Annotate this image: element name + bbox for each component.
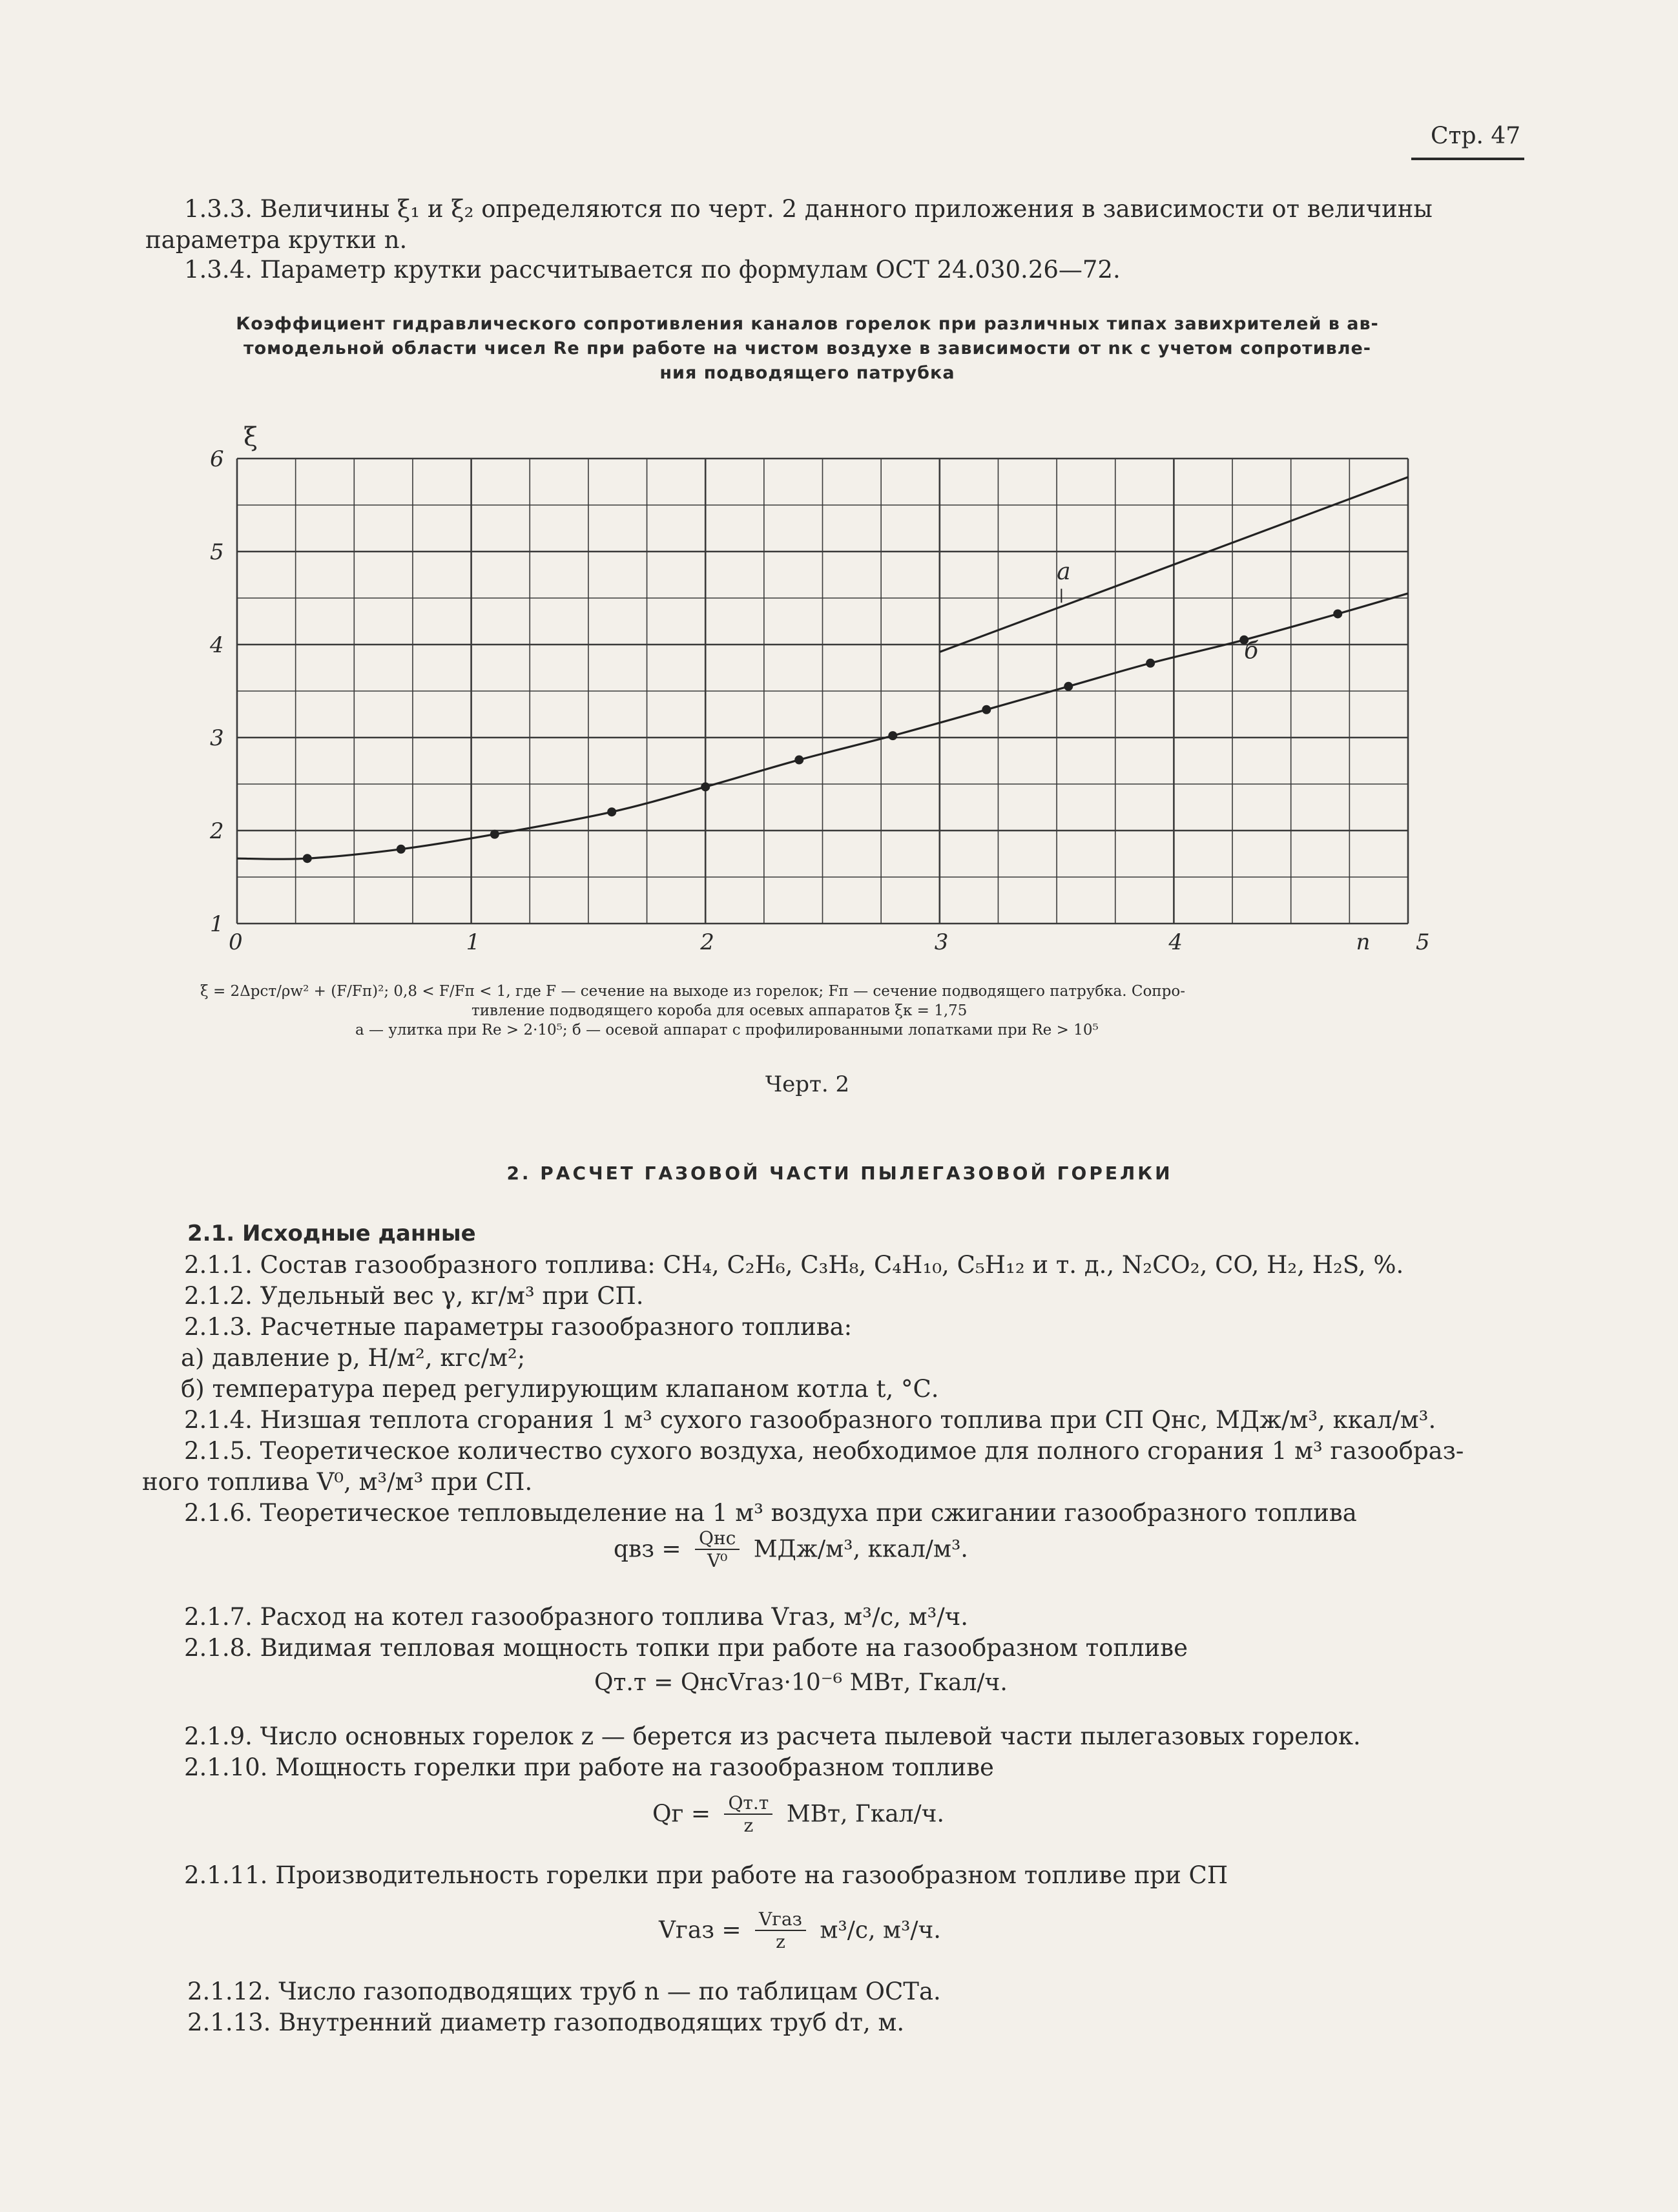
line-2-1-8: 2.1.8. Видимая тепловая мощность топки при работе на газообразном топливе (184, 1634, 1188, 1662)
line-2-1-7: 2.1.7. Расход на котел газообразного топлива Vгаз, м³/с, м³/ч. (184, 1603, 968, 1631)
line-2-1-3a: а) давление p, Н/м², кгс/м²; (181, 1344, 526, 1372)
x-tick-label: 5 (1416, 929, 1430, 955)
section-lines-2 (184, 1602, 1188, 1664)
intro-line-3: 1.3.4. Параметр крутки рассчитывается по формулам ОСТ 24.030.26—72. (184, 256, 1121, 284)
line-2-1-3: 2.1.3. Расчетные параметры газообразного топлива: (184, 1313, 853, 1341)
formula-qg (652, 1792, 944, 1836)
x-tick-label: 3 (934, 929, 949, 955)
data-point (888, 731, 897, 740)
figure-caption-line-3: ния подводящего патрубка (659, 363, 955, 383)
formula-qg-lhs: Qг = (652, 1801, 710, 1828)
formula-vgaz-num: Vгаз (755, 1908, 806, 1931)
y-tick-label: 1 (210, 911, 224, 937)
series-label-b: б (1244, 637, 1259, 665)
y-tick-label: 2 (210, 818, 224, 844)
section-lines-5 (187, 1976, 941, 2038)
line-2-1-5: 2.1.5. Теоретическое количество сухого воздуха, необходимое для полного сгорания 1 м³ газообраз- (184, 1437, 1464, 1465)
figure-note-2: тивление подводящего короба для осевых аппаратов ξк = 1,75 (471, 1002, 968, 1019)
line-2-1-1: 2.1.1. Состав газообразного топлива: CH₄, C₂H₆, C₃H₈, C₄H₁₀, C₅H₁₂ и т. д., N₂CO₂, CO, H₂, H₂S, %. (184, 1251, 1404, 1279)
section-lines-3 (184, 1721, 1361, 1783)
figure-label: Черт. 2 (765, 1071, 850, 1097)
line-2-1-11: 2.1.11. Производительность горелки при работе на газообразном топливе при СП (184, 1861, 1228, 1889)
line-2-1-13: 2.1.13. Внутренний диаметр газоподводящих труб dт, м. (187, 2009, 905, 2036)
section-lines-1 (142, 1250, 1540, 1529)
formula-qvz-rhs: МДж/м³, ккал/м³. (753, 1536, 968, 1563)
line-2-1-3b: б) температура перед регулирующим клапаном котла t, °С. (181, 1375, 939, 1403)
data-point (794, 756, 803, 765)
x-tick-label: n (1356, 929, 1371, 955)
data-point (303, 854, 312, 863)
data-point (1146, 659, 1155, 668)
y-tick-label: 4 (210, 632, 224, 658)
line-2-1-10: 2.1.10. Мощность горелки при работе на газообразном топливе (184, 1753, 994, 1781)
figure-notes (200, 982, 1460, 1040)
intro-line-2: параметра крутки n. (145, 226, 408, 254)
data-point (490, 830, 499, 839)
x-tick-label: 1 (466, 929, 481, 955)
line-2-1-6: 2.1.6. Теоретическое тепловыделение на 1 м³ воздуха при сжигании газообразного топлива (184, 1499, 1357, 1527)
line-2-1-2: 2.1.2. Удельный вес γ, кг/м³ при СП. (184, 1282, 644, 1310)
data-point (701, 782, 710, 791)
section-title: 2. РАСЧЕТ ГАЗОВОЙ ЧАСТИ ПЫЛЕГАЗОВОЙ ГОРЕЛКИ (506, 1163, 1173, 1184)
formula-qtt: Qт.т = QнсVгаз·10⁻⁶ МВт, Гкал/ч. (594, 1669, 1008, 1696)
formula-qg-num: Qт.т (724, 1792, 772, 1815)
figure-caption-line-1: Коэффициент гидравлического сопротивления каналов горелок при различных типах завихрителей в ав- (236, 314, 1379, 334)
formula-qvz-num: Qнс (695, 1527, 740, 1550)
formula-qvz-den: V⁰ (707, 1550, 728, 1571)
formula-vgaz-lhs: Vгаз = (659, 1917, 741, 1944)
page-number: Стр. 47 (1431, 123, 1521, 149)
formula-qg-den: z (743, 1815, 754, 1836)
formula-vgaz-den: z (776, 1931, 785, 1952)
section-lines-4 (184, 1860, 1228, 1891)
y-tick-label: 6 (210, 446, 224, 472)
x-tick-label: 4 (1168, 929, 1183, 955)
section-subtitle: 2.1. Исходные данные (187, 1221, 476, 1246)
data-point (607, 807, 616, 816)
data-point (397, 845, 406, 854)
formula-qg-rhs: МВт, Гкал/ч. (786, 1801, 944, 1828)
chart-svg (194, 413, 1430, 1008)
series-label-a: а (1057, 559, 1071, 586)
formula-vgaz-rhs: м³/с, м³/ч. (820, 1917, 941, 1944)
line-2-1-5b: ного топлива V⁰, м³/м³ при СП. (142, 1468, 533, 1496)
x-tick-label: 0 (229, 929, 243, 955)
data-point (1333, 609, 1342, 618)
formula-vgaz (659, 1908, 941, 1952)
data-point (1064, 682, 1073, 691)
intro-line-1: 1.3.3. Величины ξ₁ и ξ₂ определяются по черт. 2 данного приложения в зависимости от величины (184, 195, 1433, 223)
figure-caption (194, 312, 1421, 386)
x-tick-label: 2 (700, 929, 714, 955)
line-2-1-9: 2.1.9. Число основных горелок z — берется из расчета пылевой части пылегазовых горелок. (184, 1722, 1361, 1750)
line-2-1-4: 2.1.4. Низшая теплота сгорания 1 м³ сухого газообразного топлива при СП Qнс, МДж/м³, ккал/м³. (184, 1406, 1436, 1434)
formula-qvz (614, 1527, 968, 1571)
figure-note-1: ξ = 2Δpст/ρw² + (F/Fп)²; 0,8 < F/Fп < 1, где F — сечение на выходе из горелок; Fп — сечение подводящего патрубка. Сопро- (200, 983, 1185, 1000)
figure-note-3: а — улитка при Re > 2·10⁵; б — осевой аппарат с профилированными лопатками при Re > 10⁵ (355, 1022, 1099, 1039)
y-axis-label: ξ (243, 422, 258, 452)
data-point (982, 705, 991, 714)
page-number-rule (1411, 158, 1524, 160)
line-2-1-12: 2.1.12. Число газоподводящих труб n — по таблицам ОСТа. (187, 1978, 941, 2005)
y-tick-label: 5 (210, 539, 224, 565)
figure-caption-line-2: томодельной области чисел Re при работе на чистом воздухе в зависимости от nк с учетом сопротивле- (243, 338, 1371, 358)
y-tick-label: 3 (210, 725, 224, 751)
formula-qvz-lhs: qвз = (614, 1536, 681, 1563)
